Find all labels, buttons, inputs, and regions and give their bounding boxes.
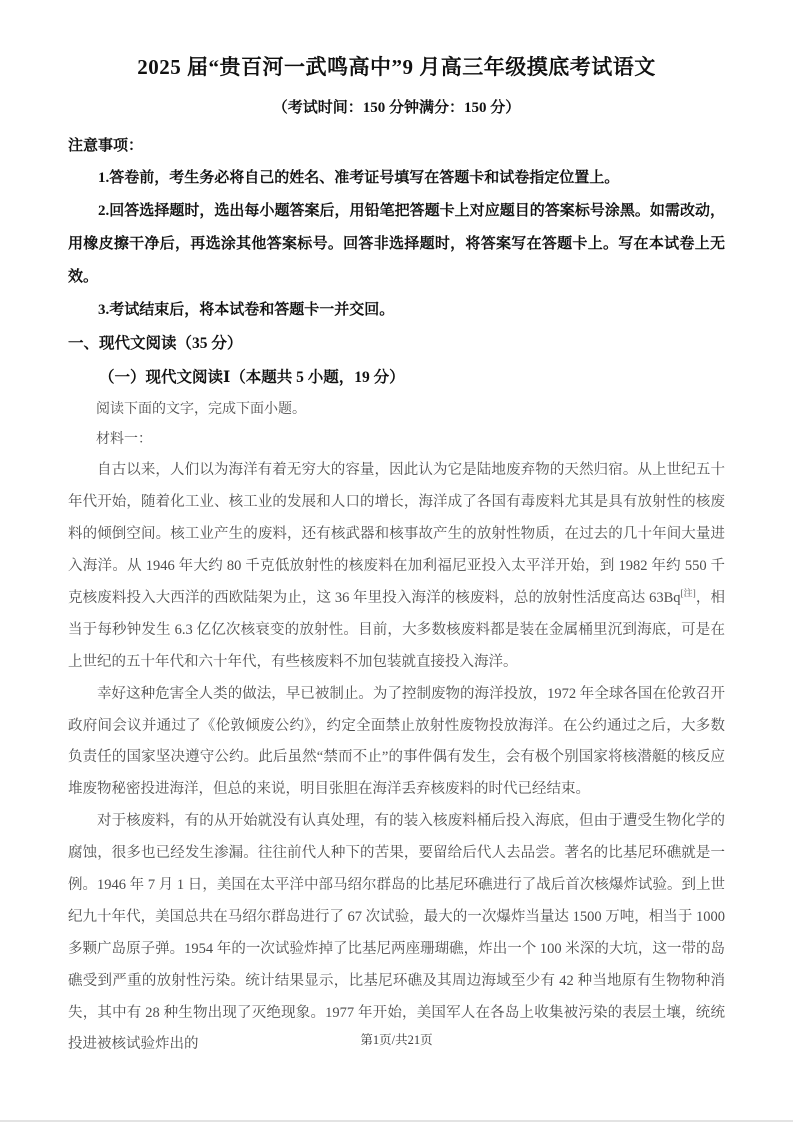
notice-heading: 注意事项：	[68, 137, 144, 154]
note-superscript: [注]	[680, 588, 696, 599]
material-paragraph-1	[68, 455, 725, 678]
page-title: 2025 届“贵百河一武鸣高中”9 月高三年级摸底考试语文	[137, 55, 656, 79]
exam-time-score-info: （考试时间：150 分钟满分：150 分）	[272, 99, 521, 116]
reading-instruction: 阅读下面的文字，完成下面小题。	[96, 402, 306, 418]
material-paragraph-2: 幸好这种危害全人类的做法，早已被制止。为了控制废物的海洋投放，1972 年全球各国在伦敦召开政府间会议并通过了《伦敦倾废公约》，约定全面禁止放射性废物投放海洋。在公约通过之后，大多数负责任的国家坚决遵守公约。此后虽然“禁而不止”的事件偶有发生，会有极个别国家将核潜艇的核反应堆废物秘密投进海洋，但总的来说，明目张胆在海洋丢弃核废料的时代已经结束。	[68, 685, 725, 798]
notice-item-2: 2.回答选择题时，选出每小题答案后，用铅笔把答题卡上对应题目的答案标号涂黑。如需改动，用橡皮擦干净后，再选涂其他答案标号。回答非选择题时，将答案写在答题卡上。写在本试卷上无效。	[68, 203, 725, 285]
page-number-indicator: 第1页/共21页	[360, 1033, 433, 1047]
paragraph-1-text-a: 自古以来，人们以为海洋有着无穷大的容量，因此认为它是陆地废弃物的天然归宿。从上世纪五十年代开始，随着化工业、核工业的发展和人口的增长，海洋成了各国有毒废料尤其是具有放射性的核废料的倾倒空间。核工业产生的废料，还有核武器和核事故产生的放射性物质，在过去的几十年间大量进入海洋。从 1946 年大约 80 千克低放射性的核废料在加利福尼亚投入太平洋开始，到 1982 年约 550 千克核废料投入大西洋的西欧陆架为止，这 36 年里投入海洋的核废料，总的放射性活度高达 63Bq	[68, 462, 725, 606]
section-heading-modern-reading: 一、现代文阅读（35 分）	[68, 335, 243, 352]
material-one-label: 材料一：	[96, 432, 152, 448]
notice-item-1: 1.答卷前，考生务必将自己的姓名、准考证号填写在答题卡和试卷指定位置上。	[98, 170, 620, 186]
subsection-heading-reading-1: （一）现代文阅读Ⅰ（本题共 5 小题，19 分）	[99, 369, 405, 387]
paragraph-1-text-b: ，相当于每秒钟发生 6.3 亿亿次核衰变的放射性。目前，大多数核废料都是装在金属桶里沉到海底，可是在上世纪的五十年代和六十年代，有些核废料不加包装就直接投入海洋。	[68, 589, 726, 670]
notice-item-3: 3.考试结束后，将本试卷和答题卡一并交回。	[98, 302, 395, 318]
material-paragraph-3: 对于核废料，有的从开始就没有认真处理，有的装入核废料桶后投入海底，但由于遭受生物化学的腐蚀，很多也已经发生渗漏。往往前代人种下的苦果，要留给后代人去品尝。著名的比基尼环礁就是一例。1946 年 7 月 1 日，美国在太平洋中部马绍尔群岛的比基尼环礁进行了战后首次核爆炸试验。到上世纪九十年代，美国总共在马绍尔群岛进行了 67 次试验，最大的一次爆炸当量达 1500 万吨，相当于 1000 多颗广岛原子弹。1954 年的一次试验炸掉了比基尼两座珊瑚礁，炸出一个 100 米深的大坑，这一带的岛礁受到严重的放射性污染。统计结果显示，比基尼环礁及其周边海域至少有 42 种当地原有生物物种消失，其中有 28 种生物出现了灭绝现象。1977 年开始，美国军人在各岛上收集被污染的表层土壤，统统投进被核试验炸出的	[68, 813, 725, 1053]
